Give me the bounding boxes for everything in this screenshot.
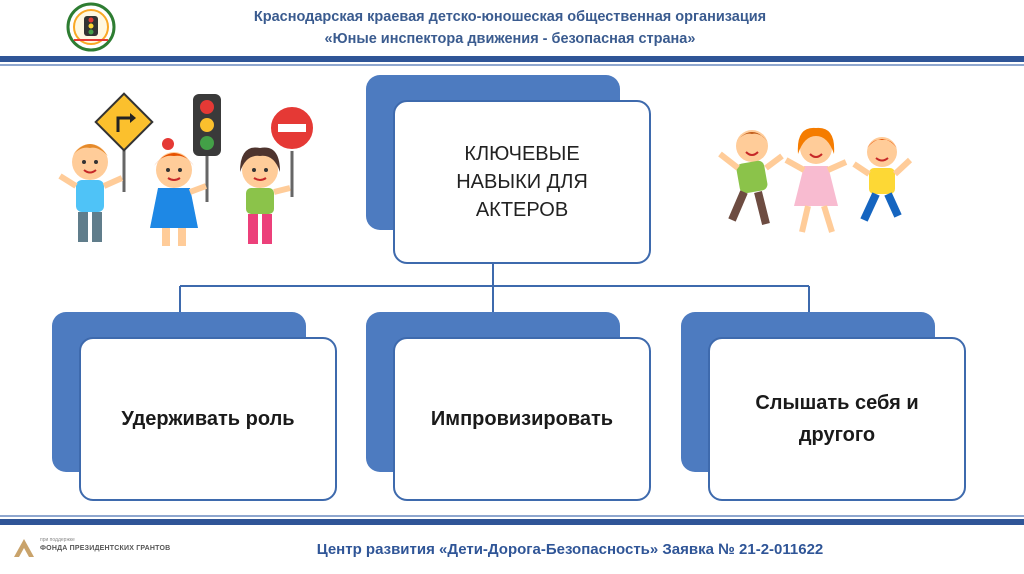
footer-rule-thick bbox=[0, 519, 1024, 525]
skill-box-hear-self-and-other bbox=[708, 337, 966, 501]
skill-label bbox=[755, 387, 918, 451]
key-skills-box bbox=[393, 100, 651, 264]
skill-label-line: другого bbox=[798, 424, 876, 446]
footer-logo-line1: при поддержке bbox=[40, 537, 75, 543]
presidential-grants-fund-logo bbox=[12, 535, 182, 561]
footer-rule-thin bbox=[0, 515, 1024, 517]
grants-fund-mark-icon bbox=[12, 537, 36, 559]
footer-logo-line2: ФОНДА ПРЕЗИДЕНТСКИХ ГРАНТОВ bbox=[40, 545, 171, 552]
skill-box-hold-role bbox=[79, 337, 337, 501]
footer-text: Центр развития «Дети-Дорога-Безопасность» Заявка № 21-2-011622 bbox=[316, 541, 824, 558]
key-skills-title bbox=[456, 140, 588, 224]
skill-label: Импровизировать bbox=[430, 408, 614, 430]
skill-label-line: Слышать себя и bbox=[755, 392, 919, 414]
header-title-line2: «Юные инспектора движения - безопасная страна» bbox=[324, 31, 696, 47]
key-skills-title-line: АКТЕРОВ bbox=[475, 199, 569, 221]
skill-box-improvise bbox=[393, 337, 651, 501]
key-skills-title-line: КЛЮЧЕВЫЕ bbox=[464, 143, 580, 165]
key-skills-title-line: НАВЫКИ ДЛЯ bbox=[456, 171, 588, 193]
skill-label: Удерживать роль bbox=[121, 408, 295, 430]
header-title-line1: Краснодарская краевая детско-юношеская общественная организация bbox=[253, 9, 767, 25]
